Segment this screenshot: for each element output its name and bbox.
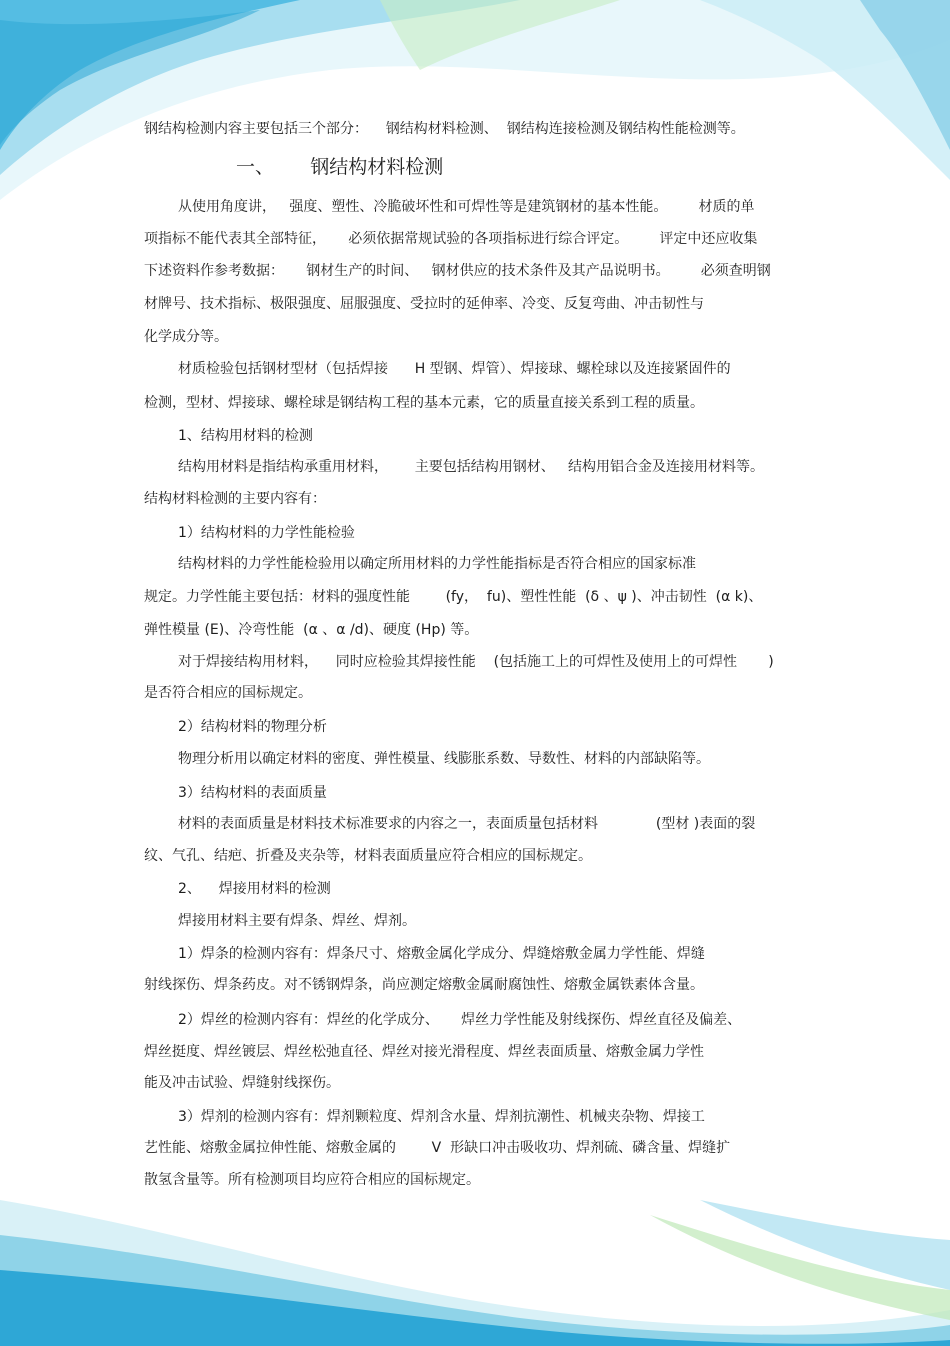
subsection-heading: 1、结构用材料的检测 [178,428,313,444]
text-line: 材料的表面质量是材料技术标准要求的内容之一，表面质量包括材料 (型材 )表面的裂 [178,816,756,832]
text-line: 焊丝挺度、焊丝镀层、焊丝松弛直径、焊丝对接光滑程度、焊丝表面质量、熔敷金属力学性 [144,1044,704,1060]
text-line: 焊接用材料主要有焊条、焊丝、焊剂。 [178,913,416,929]
text-line: 材质检验包括钢材型材（包括焊接 H 型钢、焊管）、焊接球、螺栓球以及连接紧固件的 [178,361,731,377]
text-line: 是否符合相应的国标规定。 [144,685,312,701]
text-line: 材牌号、技术指标、极限强度、屈服强度、受拉时的延伸率、冷变、反复弯曲、冲击韧性与 [144,296,704,312]
subsection-heading: 2）结构材料的物理分析 [178,719,327,735]
text-line: 艺性能、熔敷金属拉伸性能、熔敷金属的 V 形缺口冲击吸收功、焊剂硫、磷含量、焊缝扩 [144,1140,731,1156]
subsection-heading: 3）结构材料的表面质量 [178,785,327,801]
subsection-heading: 2、 焊接用材料的检测 [178,881,331,897]
intro-paragraph: 钢结构检测内容主要包括三个部分： 钢结构材料检测、 钢结构连接检测及钢结构性能检测等。 [144,121,745,137]
text-line: 对于焊接结构用材料， 同时应检验其焊接性能 (包括施工上的可焊性及使用上的可焊性 ) [178,654,774,670]
text-line: 射线探伤、焊条药皮。对不锈钢焊条，尚应测定熔敷金属耐腐蚀性、熔敷金属铁素体含量。 [144,977,704,993]
text-line: 下述资料作参考数据： 钢材生产的时间、 钢材供应的技术条件及其产品说明书。 必须查明钢 [144,263,771,279]
text-line: 检测，型材、焊接球、螺栓球是钢结构工程的基本元素，它的质量直接关系到工程的质量。 [144,395,704,411]
text-line: 化学成分等。 [144,329,228,345]
text-line: 物理分析用以确定材料的密度、弹性模量、线膨胀系数、导数性、材料的内部缺陷等。 [178,751,710,767]
text-line: 纹、气孔、结疤、折叠及夹杂等，材料表面质量应符合相应的国标规定。 [144,848,592,864]
text-line: 弹性模量 (E)、冷弯性能 (α 、α /d)、硬度 (Hp) 等。 [144,622,479,638]
section-1-title: 一、 钢结构材料检测 [236,156,444,178]
text-line: 能及冲击试验、焊缝射线探伤。 [144,1075,340,1091]
text-line: 项指标不能代表其全部特征， 必须依据常规试验的各项指标进行综合评定。 评定中还应收集 [144,231,758,247]
text-line: 1）焊条的检测内容有：焊条尺寸、熔敷金属化学成分、焊缝熔敷金属力学性能、焊缝 [178,946,705,962]
text-line: 结构材料检测的主要内容有： [144,491,326,507]
text-line: 结构用材料是指结构承重用材料， 主要包括结构用钢材、 结构用铝合金及连接用材料等。 [178,459,765,475]
text-line: 2）焊丝的检测内容有：焊丝的化学成分、 焊丝力学性能及射线探伤、焊丝直径及偏差、 [178,1012,742,1028]
text-line: 规定。力学性能主要包括：材料的强度性能 (fy， fu)、塑性性能 (δ 、ψ )、冲击韧性 (α k)、 [144,589,763,605]
subsection-heading: 1）结构材料的力学性能检验 [178,525,355,541]
text-line: 从使用角度讲， 强度、塑性、冷脆破坏性和可焊性等是建筑钢材的基本性能。 材质的单 [178,199,755,215]
text-line: 散氢含量等。所有检测项目均应符合相应的国标规定。 [144,1172,480,1188]
text-line: 结构材料的力学性能检验用以确定所用材料的力学性能指标是否符合相应的国家标准 [178,556,696,572]
text-line: 3）焊剂的检测内容有：焊剂颗粒度、焊剂含水量、焊剂抗潮性、机械夹杂物、焊接工 [178,1109,705,1125]
